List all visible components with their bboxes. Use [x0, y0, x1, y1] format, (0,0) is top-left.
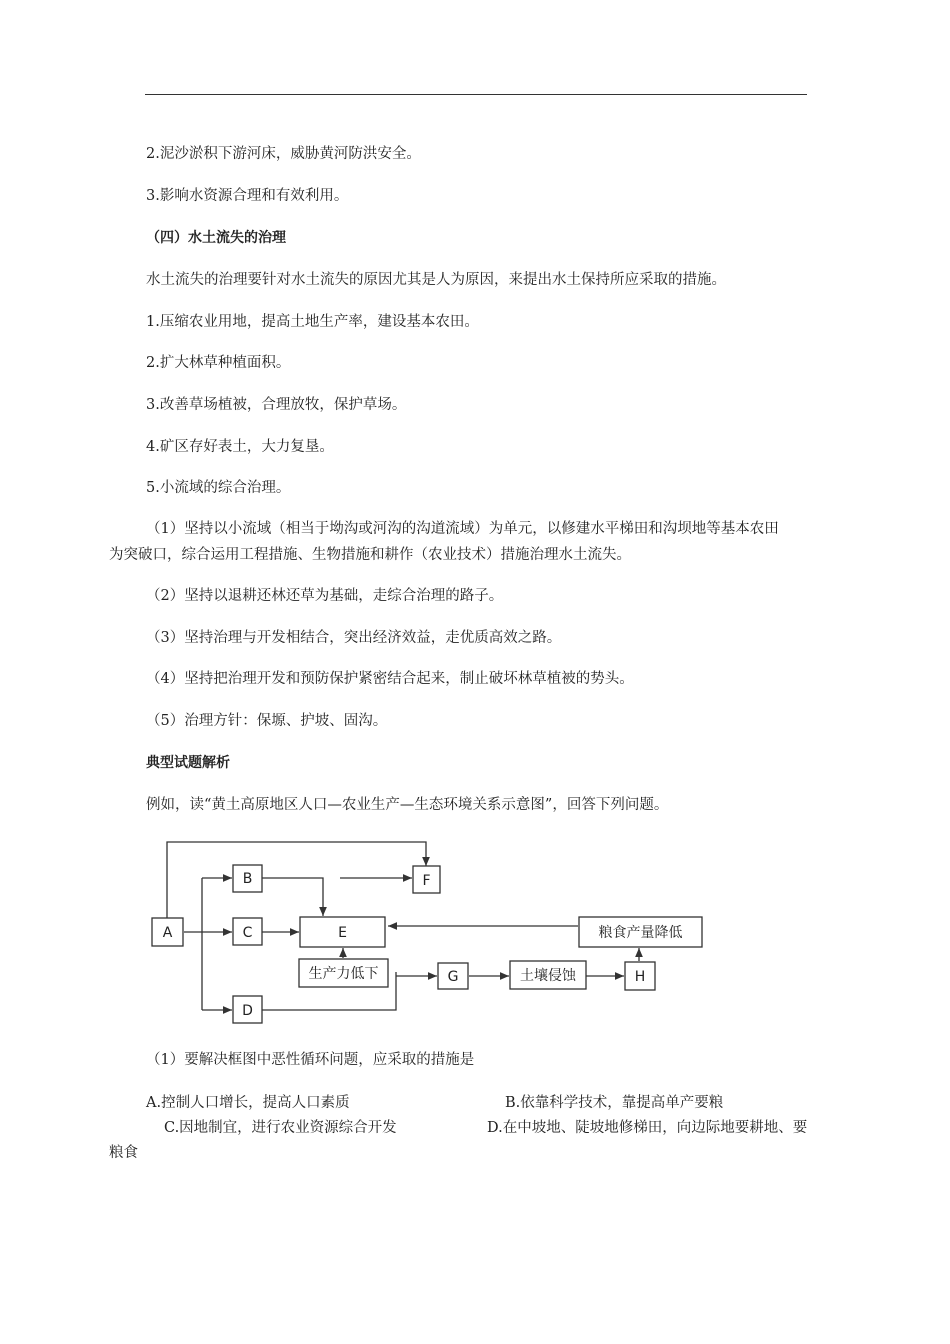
node-E	[300, 917, 385, 947]
header-rule	[145, 94, 807, 95]
text-line: （2）坚持以退耕还林还草为基础，走综合治理的路子。	[146, 588, 504, 604]
text-line: 为突破口，综合运用工程措施、生物措施和耕作（农业技术）措施治理水土流失。	[109, 547, 631, 563]
option-d: D.在中坡地、陡坡地修梯田，向边际地要耕地、要	[487, 1120, 808, 1136]
question-line: （1）要解决框图中恶性循环问题，应采取的措施是	[146, 1052, 475, 1068]
svg-text:D: D	[242, 1003, 253, 1019]
text-line: （3）坚持治理与开发相结合，突出经济效益，走优质高效之路。	[146, 630, 562, 646]
svg-text:E: E	[338, 925, 347, 941]
svg-text:B: B	[242, 871, 253, 887]
node-D	[233, 996, 262, 1023]
text-line: 水土流失的治理要针对水土流失的原因尤其是人为原因，来提出水土保持所应采取的措施。	[146, 272, 726, 288]
node-B	[233, 865, 262, 892]
option-b: B.依靠科学技术，靠提高单产要粮	[505, 1095, 724, 1111]
text-line: （5）治理方针：保塬、护坡、固沟。	[146, 713, 388, 729]
text-line: 3.影响水资源合理和有效利用。	[146, 188, 349, 204]
text-line: 5.小流域的综合治理。	[146, 480, 291, 496]
section-heading: （四）水土流失的治理	[146, 230, 286, 246]
text-line: 3.改善草场植被，合理放牧，保护草场。	[146, 397, 407, 413]
node-A	[152, 918, 183, 946]
node-H	[625, 962, 655, 990]
section-heading: 典型试题解析	[146, 755, 230, 771]
text-line: 2.泥沙淤积下游河床，威胁黄河防洪安全。	[146, 146, 421, 162]
text-line: 1.压缩农业用地，提高土地生产率，建设基本农田。	[146, 314, 479, 330]
node-soil-erosion	[510, 961, 586, 989]
node-C	[233, 918, 262, 945]
node-F	[413, 866, 440, 893]
text-line: 例如，读“黄土高原地区人口—农业生产—生态环境关系示意图”，回答下列问题。	[146, 797, 669, 813]
node-grain-decline	[579, 917, 702, 947]
node-low-productivity	[299, 959, 388, 987]
text-line: （1）坚持以小流域（相当于坳沟或河沟的沟道流域）为单元，以修建水平梯田和沟坝地等基本农田	[146, 521, 779, 537]
node-G	[438, 963, 468, 989]
svg-text:C: C	[242, 925, 253, 941]
option-a: A.控制人口增长，提高人口素质	[146, 1095, 350, 1111]
svg-text:粮食产量降低: 粮食产量降低	[598, 925, 683, 941]
svg-text:F: F	[422, 873, 431, 889]
option-c: C.因地制宜，进行农业资源综合开发	[164, 1120, 397, 1136]
text-line: 2.扩大林草种植面积。	[146, 355, 291, 371]
option-d-continued: 粮食	[109, 1145, 138, 1161]
text-line: 4.矿区存好表土，大力复垦。	[146, 439, 334, 455]
edge-B-E	[262, 878, 323, 916]
svg-text:G: G	[447, 969, 459, 985]
svg-text:H: H	[634, 969, 646, 985]
edge-A-F	[167, 842, 426, 918]
svg-text:生产力低下: 生产力低下	[308, 966, 379, 982]
svg-text:A: A	[162, 925, 173, 941]
relationship-diagram	[146, 830, 712, 1028]
text-line: （4）坚持把治理开发和预防保护紧密结合起来，制止破坏林草植被的势头。	[146, 671, 634, 687]
svg-text:土壤侵蚀: 土壤侵蚀	[520, 968, 576, 984]
